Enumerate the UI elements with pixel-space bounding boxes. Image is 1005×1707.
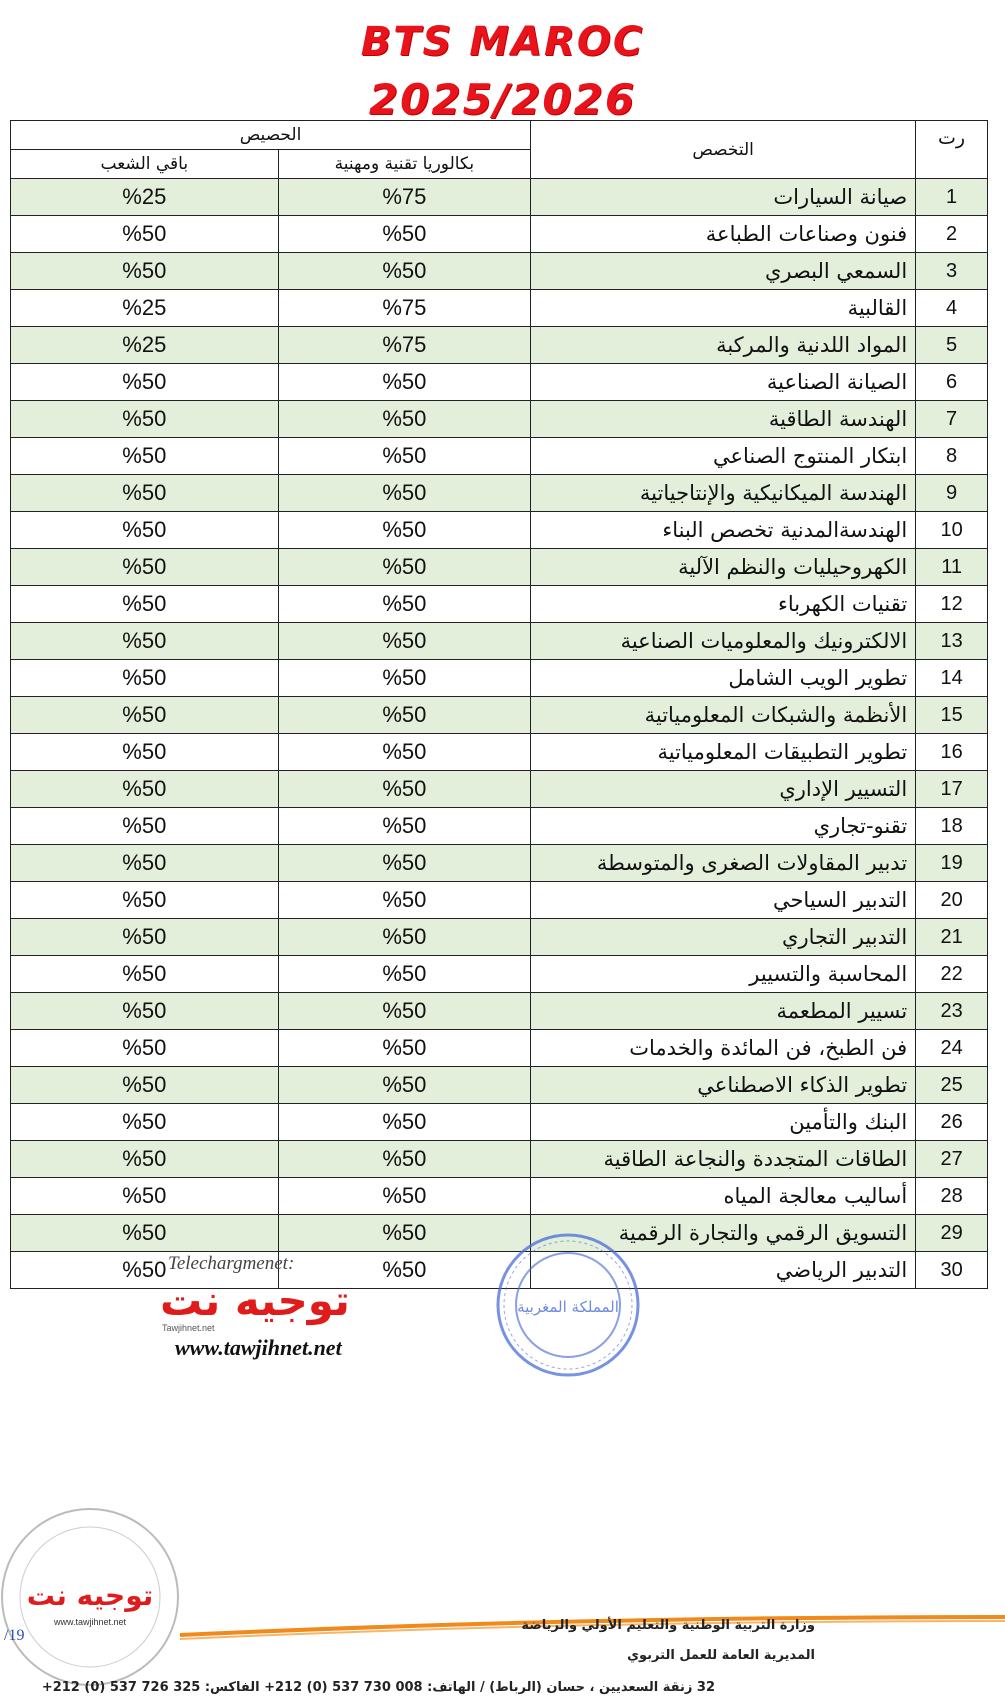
specialty-cell: فنون وصناعات الطباعة xyxy=(531,216,916,253)
specialty-cell: تقنو-تجاري xyxy=(531,808,916,845)
quota-other-cell: %25 xyxy=(11,327,279,364)
quota-other-cell: %50 xyxy=(11,586,279,623)
quota-bac-cell: %50 xyxy=(278,253,530,290)
specialty-cell: السمعي البصري xyxy=(531,253,916,290)
footer-wave xyxy=(0,1615,1005,1643)
specialty-cell: تسيير المطعمة xyxy=(531,993,916,1030)
specialty-cell: الكهروحيليات والنظم الآلية xyxy=(531,549,916,586)
specialty-cell: التدبير السياحي xyxy=(531,882,916,919)
table-row xyxy=(11,845,988,882)
rank-cell: 14 xyxy=(916,660,988,697)
rank-cell: 24 xyxy=(916,1030,988,1067)
quota-bac-cell: %50 xyxy=(278,586,530,623)
quota-bac-cell: %50 xyxy=(278,1252,530,1289)
quota-other-cell: %50 xyxy=(11,1104,279,1141)
table-row xyxy=(11,438,988,475)
rank-cell: 22 xyxy=(916,956,988,993)
header-rank: رت xyxy=(916,121,988,179)
specialty-cell: صيانة السيارات xyxy=(531,179,916,216)
rank-cell: 26 xyxy=(916,1104,988,1141)
quota-other-cell: %50 xyxy=(11,919,279,956)
quota-bac-cell: %50 xyxy=(278,401,530,438)
specialty-cell: ابتكار المنتوج الصناعي xyxy=(531,438,916,475)
rank-cell: 8 xyxy=(916,438,988,475)
quota-other-cell: %50 xyxy=(11,364,279,401)
specialty-cell: تطوير الذكاء الاصطناعي xyxy=(531,1067,916,1104)
specialty-cell: المواد اللدنية والمركبة xyxy=(531,327,916,364)
footer-directorate: المديرية العامة للعمل التربوي xyxy=(627,1648,815,1663)
specialty-cell: التسويق الرقمي والتجارة الرقمية xyxy=(531,1215,916,1252)
table-row xyxy=(11,364,988,401)
rank-cell: 19 xyxy=(916,845,988,882)
rank-cell: 10 xyxy=(916,512,988,549)
table-row xyxy=(11,1030,988,1067)
official-stamp-icon xyxy=(493,1230,643,1380)
table-row xyxy=(11,697,988,734)
table-row xyxy=(11,734,988,771)
quota-bac-cell: %75 xyxy=(278,290,530,327)
quota-table xyxy=(10,120,988,1289)
quota-other-cell: %50 xyxy=(11,401,279,438)
quota-bac-cell: %50 xyxy=(278,660,530,697)
specialty-cell: البنك والتأمين xyxy=(531,1104,916,1141)
quota-bac-cell: %50 xyxy=(278,216,530,253)
quota-other-cell: %50 xyxy=(11,253,279,290)
table-row xyxy=(11,1178,988,1215)
table-row xyxy=(11,179,988,216)
specialty-cell: الهندسةالمدنية تخصص البناء xyxy=(531,512,916,549)
quota-bac-cell: %50 xyxy=(278,771,530,808)
quota-bac-cell: %50 xyxy=(278,1215,530,1252)
specialty-cell: تدبير المقاولات الصغرى والمتوسطة xyxy=(531,845,916,882)
quota-bac-cell: %50 xyxy=(278,697,530,734)
table-row xyxy=(11,993,988,1030)
table-row xyxy=(11,1104,988,1141)
footer-address: 32 زنقة السعديين ، حسان (الرباط) / الهاتف: 008 730 537 (0) 212+ الفاكس: 325 726 537 (0) 212+ xyxy=(41,1680,715,1695)
quota-other-cell: %50 xyxy=(11,1178,279,1215)
specialty-cell: أساليب معالجة المياه xyxy=(531,1178,916,1215)
quota-other-cell: %50 xyxy=(11,734,279,771)
quota-other-cell: %25 xyxy=(11,179,279,216)
rank-cell: 21 xyxy=(916,919,988,956)
tawjihnet-logo-small: Tawjihnet.net xyxy=(162,1323,215,1333)
specialty-cell: الهندسة الميكانيكية والإنتاجياتية xyxy=(531,475,916,512)
rank-cell: 15 xyxy=(916,697,988,734)
rank-cell: 6 xyxy=(916,364,988,401)
quota-other-cell: %50 xyxy=(11,697,279,734)
table-header-row xyxy=(11,121,988,150)
table-row xyxy=(11,327,988,364)
table-row xyxy=(11,882,988,919)
rank-cell: 20 xyxy=(916,882,988,919)
table-row xyxy=(11,549,988,586)
rank-cell: 28 xyxy=(916,1178,988,1215)
table-row xyxy=(11,956,988,993)
table-row xyxy=(11,771,988,808)
specialty-cell: المحاسبة والتسيير xyxy=(531,956,916,993)
specialty-cell: فن الطبخ، فن المائدة والخدمات xyxy=(531,1030,916,1067)
quota-other-cell: %50 xyxy=(11,993,279,1030)
rank-cell: 3 xyxy=(916,253,988,290)
table-row xyxy=(11,660,988,697)
quota-bac-cell: %50 xyxy=(278,882,530,919)
stamp-text: المملكة المغربية xyxy=(517,1298,619,1316)
rank-cell: 16 xyxy=(916,734,988,771)
quota-other-cell: %50 xyxy=(11,549,279,586)
specialty-cell: الالكترونيك والمعلوميات الصناعية xyxy=(531,623,916,660)
rank-cell: 12 xyxy=(916,586,988,623)
rank-cell: 18 xyxy=(916,808,988,845)
rank-cell: 13 xyxy=(916,623,988,660)
rank-cell: 29 xyxy=(916,1215,988,1252)
quota-bac-cell: %50 xyxy=(278,956,530,993)
rank-cell: 30 xyxy=(916,1252,988,1289)
tawjihnet-round-logo-icon xyxy=(0,1497,190,1697)
table-row xyxy=(11,512,988,549)
footer-ministry: وزارة التربية الوطنية والتعليم الأولي والرياضة xyxy=(521,1618,815,1633)
quota-bac-cell: %50 xyxy=(278,993,530,1030)
quota-bac-cell: %50 xyxy=(278,623,530,660)
download-label: Telechargmenet: xyxy=(168,1253,295,1274)
quota-bac-cell: %50 xyxy=(278,364,530,401)
table-row xyxy=(11,586,988,623)
quota-bac-cell: %50 xyxy=(278,1067,530,1104)
specialty-cell: الأنظمة والشبكات المعلومياتية xyxy=(531,697,916,734)
table-row xyxy=(11,1141,988,1178)
quota-other-cell: %50 xyxy=(11,1067,279,1104)
table-row xyxy=(11,475,988,512)
rank-cell: 2 xyxy=(916,216,988,253)
specialty-cell: التدبير التجاري xyxy=(531,919,916,956)
header-bac-tech: بكالوريا تقنية ومهنية xyxy=(278,150,530,179)
quota-other-cell: %50 xyxy=(11,660,279,697)
quota-bac-cell: %50 xyxy=(278,475,530,512)
header-other-streams: باقي الشعب xyxy=(11,150,279,179)
quota-bac-cell: %50 xyxy=(278,845,530,882)
quota-other-cell: %50 xyxy=(11,216,279,253)
rank-cell: 17 xyxy=(916,771,988,808)
quota-other-cell: %50 xyxy=(11,845,279,882)
table-row xyxy=(11,401,988,438)
specialty-cell: القالبية xyxy=(531,290,916,327)
specialty-cell: تطوير الويب الشامل xyxy=(531,660,916,697)
quota-bac-cell: %50 xyxy=(278,1104,530,1141)
table-row xyxy=(11,216,988,253)
quota-bac-cell: %50 xyxy=(278,549,530,586)
specialty-cell: التدبير الرياضي xyxy=(531,1252,916,1289)
tawjihnet-logo: توجيه نت xyxy=(160,1276,350,1325)
rank-cell: 9 xyxy=(916,475,988,512)
document-title: BTS MAROC xyxy=(360,19,645,65)
round-logo-url: www.tawjihnet.net xyxy=(53,1617,127,1627)
quota-bac-cell: %50 xyxy=(278,438,530,475)
page-number: /19 xyxy=(4,1627,25,1644)
quota-bac-cell: %50 xyxy=(278,919,530,956)
specialty-cell: التسيير الإداري xyxy=(531,771,916,808)
rank-cell: 5 xyxy=(916,327,988,364)
quota-other-cell: %50 xyxy=(11,882,279,919)
table-row xyxy=(11,919,988,956)
rank-cell: 27 xyxy=(916,1141,988,1178)
round-logo-text: توجيه نت xyxy=(26,1579,154,1612)
quota-other-cell: %50 xyxy=(11,1030,279,1067)
quota-other-cell: %50 xyxy=(11,1215,279,1252)
table-row xyxy=(11,808,988,845)
quota-bac-cell: %50 xyxy=(278,512,530,549)
specialty-cell: تطوير التطبيقات المعلومياتية xyxy=(531,734,916,771)
quota-other-cell: %50 xyxy=(11,771,279,808)
website-url[interactable]: www.tawjihnet.net xyxy=(175,1335,342,1360)
header-quota: الحصيص xyxy=(11,121,531,150)
rank-cell: 1 xyxy=(916,179,988,216)
quota-other-cell: %25 xyxy=(11,290,279,327)
table-row xyxy=(11,253,988,290)
rank-cell: 7 xyxy=(916,401,988,438)
quota-other-cell: %50 xyxy=(11,512,279,549)
quota-other-cell: %50 xyxy=(11,956,279,993)
rank-cell: 25 xyxy=(916,1067,988,1104)
quota-bac-cell: %50 xyxy=(278,808,530,845)
quota-bac-cell: %50 xyxy=(278,1141,530,1178)
quota-other-cell: %50 xyxy=(11,1141,279,1178)
quota-bac-cell: %50 xyxy=(278,1178,530,1215)
header-specialty: التخصص xyxy=(531,121,916,179)
quota-bac-cell: %50 xyxy=(278,734,530,771)
rank-cell: 11 xyxy=(916,549,988,586)
quota-other-cell: %50 xyxy=(11,623,279,660)
document-year: 2025/2026 xyxy=(368,75,637,124)
table-row xyxy=(11,623,988,660)
specialty-cell: الطاقات المتجددة والنجاعة الطاقية xyxy=(531,1141,916,1178)
quota-other-cell: %50 xyxy=(11,808,279,845)
quota-bac-cell: %75 xyxy=(278,327,530,364)
rank-cell: 4 xyxy=(916,290,988,327)
quota-other-cell: %50 xyxy=(11,1252,279,1289)
quota-bac-cell: %75 xyxy=(278,179,530,216)
table-row xyxy=(11,290,988,327)
quota-bac-cell: %50 xyxy=(278,1030,530,1067)
specialty-cell: تقنيات الكهرباء xyxy=(531,586,916,623)
specialty-cell: الصيانة الصناعية xyxy=(531,364,916,401)
rank-cell: 23 xyxy=(916,993,988,1030)
quota-other-cell: %50 xyxy=(11,475,279,512)
specialty-cell: الهندسة الطاقية xyxy=(531,401,916,438)
quota-other-cell: %50 xyxy=(11,438,279,475)
table-row xyxy=(11,1067,988,1104)
